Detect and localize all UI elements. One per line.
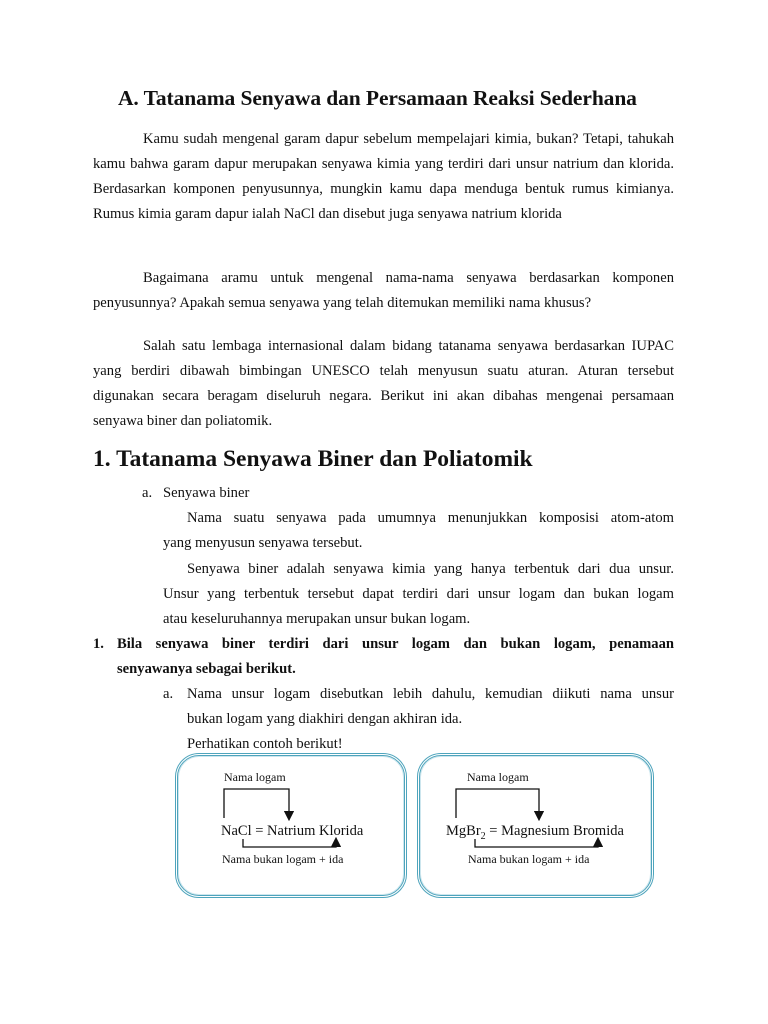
example-2-nonmetal-arrow — [475, 839, 598, 847]
example-1-bottom-label: Nama bukan logam + ida — [222, 852, 344, 866]
rule-1-line2: senyawanya sebagai berikut. — [117, 661, 296, 677]
list-marker-a: a. — [142, 485, 153, 501]
example-2-bottom-label: Nama bukan logam + ida — [468, 852, 590, 866]
rule-1-line1: Bila senyawa biner terdiri dari unsur logam dan bukan logam, penamaan — [117, 636, 674, 652]
example-1-nonmetal-arrow — [243, 839, 336, 847]
example-2-subscript: 2 — [480, 830, 486, 842]
subheading-binary-polyatomic: 1. Tatanama Senyawa Biner dan Poliatomik — [93, 446, 533, 472]
rule-1a-marker: a. — [163, 686, 174, 702]
example-2-metal-arrow — [456, 789, 539, 818]
example-2-name: = Magnesium Bromida — [485, 823, 624, 839]
item-a-label: Senyawa biner — [163, 485, 250, 501]
rule-1a-line1: Nama unsur logam disebutkan lebih dahulu, kemudian diikuti nama unsur — [187, 686, 674, 702]
rule-1a-line2: bukan logam yang diakhiri dengan akhiran ida. — [187, 711, 463, 727]
rule-1a-line3: Perhatikan contoh berikut! — [187, 736, 343, 752]
item-a-p2-line2: Unsur yang terbentuk tersebut dapat terdiri dari unsur logam dan bukan logam — [163, 586, 674, 602]
section-heading: A. Tatanama Senyawa dan Persamaan Reaksi Sederhana — [118, 86, 637, 110]
rule-1-marker: 1. — [93, 636, 104, 652]
example-2-formula: MgBr — [446, 823, 481, 839]
example-1-name: = Natrium Klorida — [255, 823, 364, 839]
item-a-p1-line2: yang menyusun senyawa tersebut. — [163, 535, 363, 551]
example-1-formula: NaCl — [221, 823, 252, 839]
example-1-metal-arrow — [224, 789, 289, 818]
paragraph-iupac: Salah satu lembaga internasional dalam bidang tatanama senyawa berdasarkan IUPAC yang berdiri dibawah bimbingan UNESCO telah menyusun suatu aturan. Aturan tersebut digunakan secara beragam diseluruh negara. Berikut ini akan dibahas mengenai persamaan senyawa biner dan poliatomik. — [93, 338, 674, 429]
item-a-p2-line3: atau keseluruhannya merupakan unsur bukan logam. — [163, 611, 471, 627]
example-2-top-label: Nama logam — [467, 770, 529, 784]
item-a-p1-line1: Nama suatu senyawa pada umumnya menunjukkan komposisi atom-atom — [187, 510, 674, 526]
paragraph-question: Bagaimana aramu untuk mengenal nama-nama senyawa berdasarkan komponen penyusunnya? Apakah semua senyawa yang telah ditemukan memiliki nama khusus? — [93, 270, 674, 311]
item-a-p2-line1: Senyawa biner adalah senyawa kimia yang hanya terbentuk dari dua unsur. — [187, 561, 674, 577]
paragraph-intro: Kamu sudah mengenal garam dapur sebelum mempelajari kimia, bukan? Tetapi, tahukah kamu bahwa garam dapur merupakan senyawa kimia yang terdiri dari unsur natrium dan klorida. Berdasarkan komponen penyusunnya, mungkin kamu dapa menduga bentuk rumus kimianya. Rumus kimia garam dapur ialah NaCl dan disebut juga senyawa natrium klorida — [93, 131, 674, 222]
example-1-top-label: Nama logam — [224, 770, 286, 784]
